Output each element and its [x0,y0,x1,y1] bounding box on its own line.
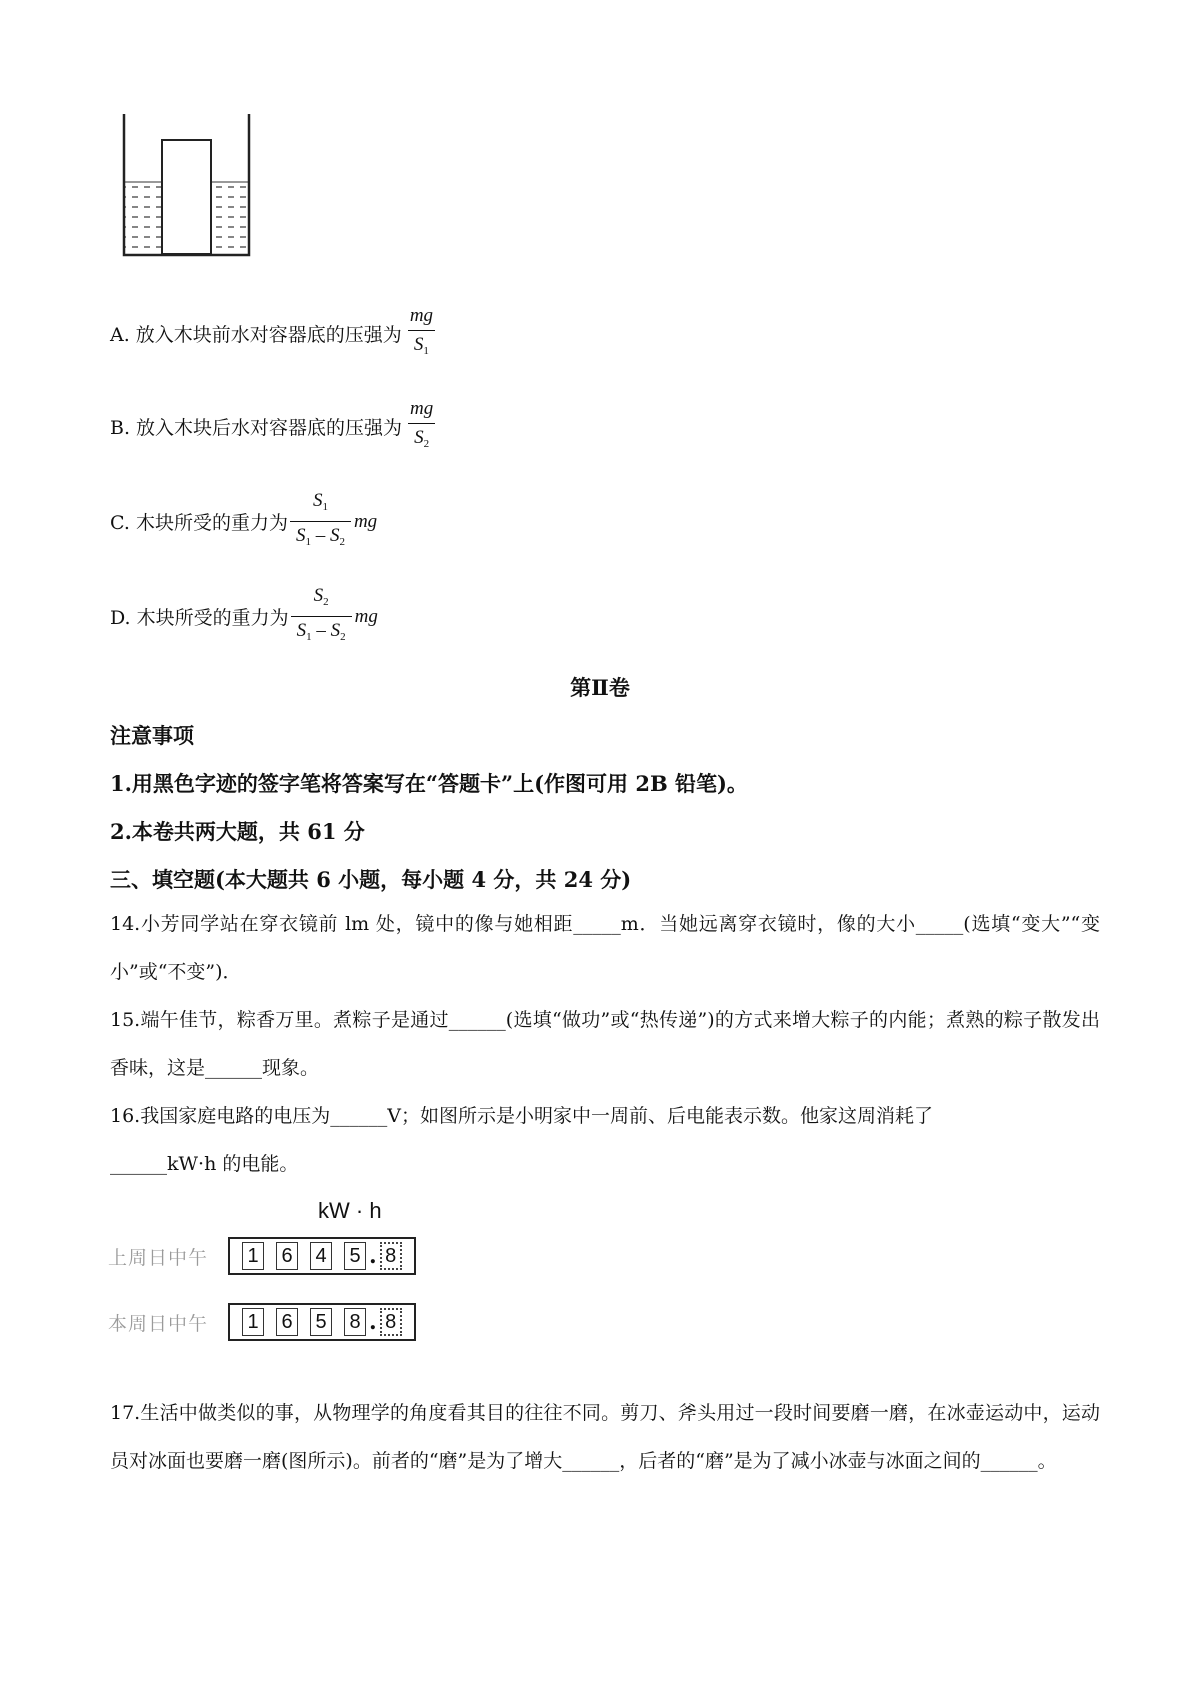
option-d-numerator: $S_2$ [313,585,329,608]
notice-item-2: 2.本卷共两大题，共 61 分 [110,819,365,844]
meter-display-this-week [228,1303,416,1341]
meter-digit: 6 [276,1308,298,1336]
option-c-numerator: $S_1$ [312,490,328,513]
section-title: 第Ⅱ卷 [570,675,630,700]
option-a-numerator: mg [409,305,434,326]
meter-digit: 8 [344,1308,366,1336]
meter-row-last-week-label: 上周日中午 [108,1246,209,1269]
question-14: 14.小芳同学站在穿衣镜前 lm 处，镜中的像与她相距_____m．当她远离穿衣镜时，像的大小_____(选填“变大”“变小”或“不变”)． [110,913,1100,983]
option-d-fraction [291,585,352,648]
meter-decimal-digit: 8 [380,1242,402,1270]
container-figure [118,112,268,262]
option-d [110,585,378,648]
meter-row-this-week [108,1303,416,1341]
option-a-denominator: $S_1$ [408,330,435,362]
option-d-text: D. 木块所受的重力为 [110,607,289,629]
option-d-denominator: $S_1 - S_2$ [291,616,352,648]
option-c-denominator: $S_1 - S_2$ [290,521,351,553]
question-15: 15.端午佳节，粽香万里。煮粽子是通过______(选填“做功”或“热传递”)的方式来增大粽子的内能；煮熟的粽子散发出香味，这是______现象。 [110,1009,1100,1079]
question-16-line-2: ______kW·h 的电能。 [110,1153,299,1175]
question-17: 17.生活中做类似的事，从物理学的角度看其目的往往不同。剪刀、斧头用过一段时间要磨一磨，在冰壶运动中，运动员对冰面也要磨一磨(图所示)。前者的“磨”是为了增大______，后者的“磨”是为了减小冰壶与冰面之间的______。 [110,1402,1100,1472]
option-c-fraction [290,490,351,553]
meter-digit: 1 [242,1308,264,1336]
meter-digit: 4 [310,1242,332,1270]
meter-digit: 5 [344,1242,366,1270]
meter-display-last-week [228,1237,416,1275]
water-left [125,182,162,254]
option-a-text: A. 放入木块前水对容器底的压强为 [110,324,402,346]
notice-title: 注意事项 [110,723,194,748]
meter-digit: 1 [242,1242,264,1270]
option-b-text: B. 放入木块后水对容器底的压强为 [110,417,403,439]
part-heading: 三、填空题(本大题共 6 小题，每小题 4 分，共 24 分) [110,867,632,892]
notice-item-1: 1.用黑色字迹的签字笔将答案写在“答题卡”上(作图可用 2B 铅笔)。 [110,771,748,796]
option-b [110,398,439,455]
water-right [211,182,248,254]
decimal-point: . [369,1243,377,1269]
option-d-tail: mg [354,605,378,627]
option-b-denominator: $S_2$ [408,423,435,455]
option-c-text: C. 木块所受的重力为 [110,512,288,534]
wood-block [162,140,211,254]
option-a [110,305,439,362]
meter-digit: 5 [310,1308,332,1336]
question-16-line-1: 16.我国家庭电路的电压为______V；如图所示是小明家中一周前、后电能表示数。他家这周消耗了 [110,1105,933,1127]
decimal-point: . [369,1309,377,1335]
option-b-numerator: mg [410,398,434,419]
option-a-fraction [404,305,439,362]
meter-row-this-week-label: 本周日中午 [108,1312,209,1335]
meter-digit: 6 [276,1242,298,1270]
option-c-tail: mg [353,510,378,532]
meter-decimal-digit: 8 [380,1308,402,1336]
option-b-fraction [404,398,439,455]
meter-unit: kW · h [318,1198,382,1223]
option-c [110,490,377,553]
meter-row-last-week [108,1237,416,1275]
